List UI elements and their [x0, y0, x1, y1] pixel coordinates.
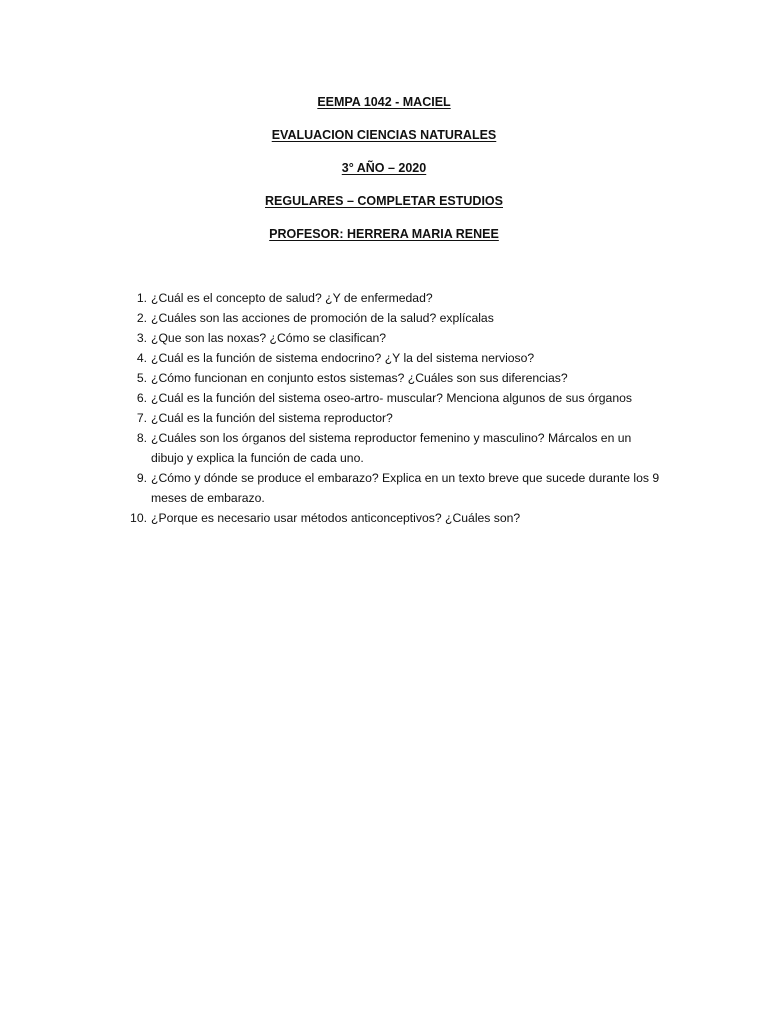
question-number: 5. — [136, 371, 147, 385]
question-number: 6. — [136, 391, 147, 405]
question-text: ¿Que son las noxas? ¿Cómo se clasifican? — [151, 331, 387, 345]
student-group — [0, 185, 768, 218]
question-text: ¿Cuál es la función del sistema oseo-artro- muscular? Menciona algunos de sus órganos — [151, 391, 632, 405]
question-item — [121, 408, 661, 428]
question-item — [121, 328, 661, 348]
question-number: 3. — [136, 331, 147, 345]
question-item — [121, 468, 661, 508]
question-text: ¿Cuáles son los órganos del sistema reproductor femenino y masculino? Márcalos en un dibujo y explica la función de cada uno. — [151, 431, 632, 465]
evaluation-title — [0, 119, 768, 152]
question-item — [121, 288, 661, 308]
question-text: ¿Cuáles son las acciones de promoción de la salud? explícalas — [151, 311, 494, 325]
teacher-name — [0, 218, 768, 251]
student-group-text: REGULARES – COMPLETAR ESTUDIOS — [265, 194, 503, 208]
question-number: 4. — [136, 351, 147, 365]
question-item — [121, 348, 661, 368]
question-item — [121, 388, 661, 408]
question-item — [121, 368, 661, 388]
question-text: ¿Cuál es el concepto de salud? ¿Y de enfermedad? — [151, 291, 433, 305]
school-year — [0, 152, 768, 185]
document-header — [0, 86, 768, 251]
question-number: 8. — [136, 431, 147, 445]
question-text: ¿Cómo funcionan en conjunto estos sistemas? ¿Cuáles son sus diferencias? — [151, 371, 568, 385]
question-text: ¿Cuál es la función del sistema reproductor? — [151, 411, 393, 425]
evaluation-title-text: EVALUACION CIENCIAS NATURALES — [271, 128, 497, 142]
question-item — [121, 428, 661, 468]
question-number: 7. — [136, 411, 147, 425]
question-text: ¿Porque es necesario usar métodos anticonceptivos? ¿Cuáles son? — [151, 511, 521, 525]
school-name — [0, 86, 768, 119]
question-text: ¿Cuál es la función de sistema endocrino? ¿Y la del sistema nervioso? — [151, 351, 535, 365]
school-year-text: 3° AÑO – 2020 — [341, 161, 427, 175]
question-number: 10. — [130, 511, 147, 525]
question-number: 1. — [136, 291, 147, 305]
teacher-name-text: PROFESOR: HERRERA MARIA RENEE — [269, 227, 499, 241]
question-item — [121, 308, 661, 328]
question-number: 9. — [136, 471, 147, 485]
question-number: 2. — [136, 311, 147, 325]
question-item — [121, 508, 661, 528]
question-text: ¿Cómo y dónde se produce el embarazo? Explica en un texto breve que sucede durante los 9 meses de embarazo. — [151, 471, 660, 505]
school-name-text: EEMPA 1042 - MACIEL — [317, 95, 451, 109]
question-list — [121, 288, 661, 528]
